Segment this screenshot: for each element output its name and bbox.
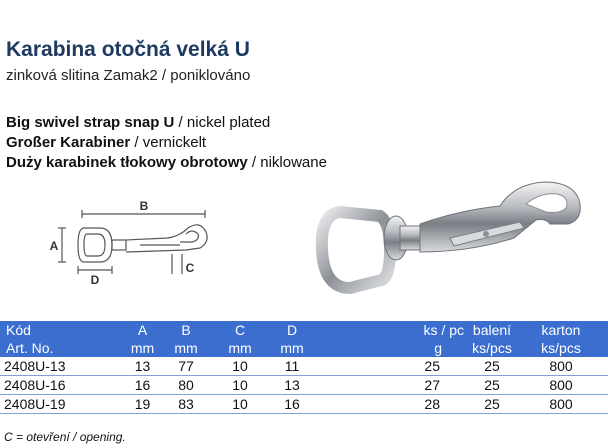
subheader-d: mm <box>267 339 317 357</box>
product-photo <box>300 180 600 308</box>
cell-d: 13 <box>284 377 300 393</box>
cell-a: 19 <box>134 396 151 412</box>
header-b: B <box>159 321 213 339</box>
table-subheader-row <box>0 339 608 357</box>
cell-carton: 800 <box>549 358 573 374</box>
header-package: balení <box>470 321 514 339</box>
cell-b: 77 <box>178 358 194 374</box>
subheader-c: mm <box>213 339 267 357</box>
name-german-rest: / vernickelt <box>130 134 207 151</box>
dimension-label-a: A <box>49 239 59 253</box>
header-c: C <box>213 321 267 339</box>
cell-code: 2408U-19 <box>4 396 66 412</box>
cell-d: 11 <box>284 358 300 374</box>
product-title: Karabina otočná velká U <box>6 38 250 61</box>
table-row <box>0 376 608 395</box>
dimension-label-d: D <box>90 273 100 287</box>
cell-b: 83 <box>178 396 194 412</box>
header-weight: ks / pc <box>317 321 470 339</box>
name-german <box>6 133 327 153</box>
cell-package: 25 <box>484 377 500 393</box>
footnote: C = otevření / opening. <box>4 430 126 444</box>
header-code: Kód <box>0 321 126 339</box>
cell-weight: 25 <box>424 358 440 374</box>
table-row <box>0 395 608 414</box>
dimension-label-b: B <box>139 199 149 213</box>
product-subtitle: zinková slitina Zamak2 / poniklováno <box>6 67 251 84</box>
header-a: A <box>126 321 159 339</box>
subheader-weight: g <box>317 339 470 357</box>
name-polish-bold: Duży karabinek tłokowy obrotowy <box>6 154 248 171</box>
name-german-bold: Großer Karabiner <box>6 134 131 151</box>
cell-b: 80 <box>178 377 194 393</box>
product-names <box>6 113 327 173</box>
dimension-label-c: C <box>185 261 195 275</box>
dimension-diagram <box>40 198 210 288</box>
cell-package: 25 <box>484 358 500 374</box>
name-english-bold: Big swivel strap snap U <box>6 114 175 131</box>
subheader-b: mm <box>159 339 213 357</box>
name-polish <box>6 153 327 173</box>
name-english <box>6 113 327 133</box>
cell-d: 16 <box>284 396 300 412</box>
cell-package: 25 <box>484 396 500 412</box>
cell-code: 2408U-13 <box>4 358 66 374</box>
table-header-row <box>0 321 608 339</box>
subheader-carton: ks/pcs <box>514 339 608 357</box>
header-carton: karton <box>514 321 608 339</box>
spec-table <box>0 321 608 414</box>
cell-carton: 800 <box>549 377 573 393</box>
cell-c: 10 <box>232 396 248 412</box>
subheader-code: Art. No. <box>0 339 126 357</box>
header-d: D <box>267 321 317 339</box>
name-polish-rest: / niklowane <box>247 154 327 171</box>
cell-c: 10 <box>232 377 248 393</box>
table-row <box>0 357 608 376</box>
cell-weight: 28 <box>424 396 440 412</box>
cell-c: 10 <box>232 358 248 374</box>
subheader-package: ks/pcs <box>470 339 514 357</box>
cell-a: 16 <box>134 377 151 393</box>
name-english-rest: / nickel plated <box>174 114 271 131</box>
cell-code: 2408U-16 <box>4 377 66 393</box>
cell-a: 13 <box>134 358 151 374</box>
subheader-a: mm <box>126 339 159 357</box>
cell-carton: 800 <box>549 396 573 412</box>
cell-weight: 27 <box>424 377 440 393</box>
